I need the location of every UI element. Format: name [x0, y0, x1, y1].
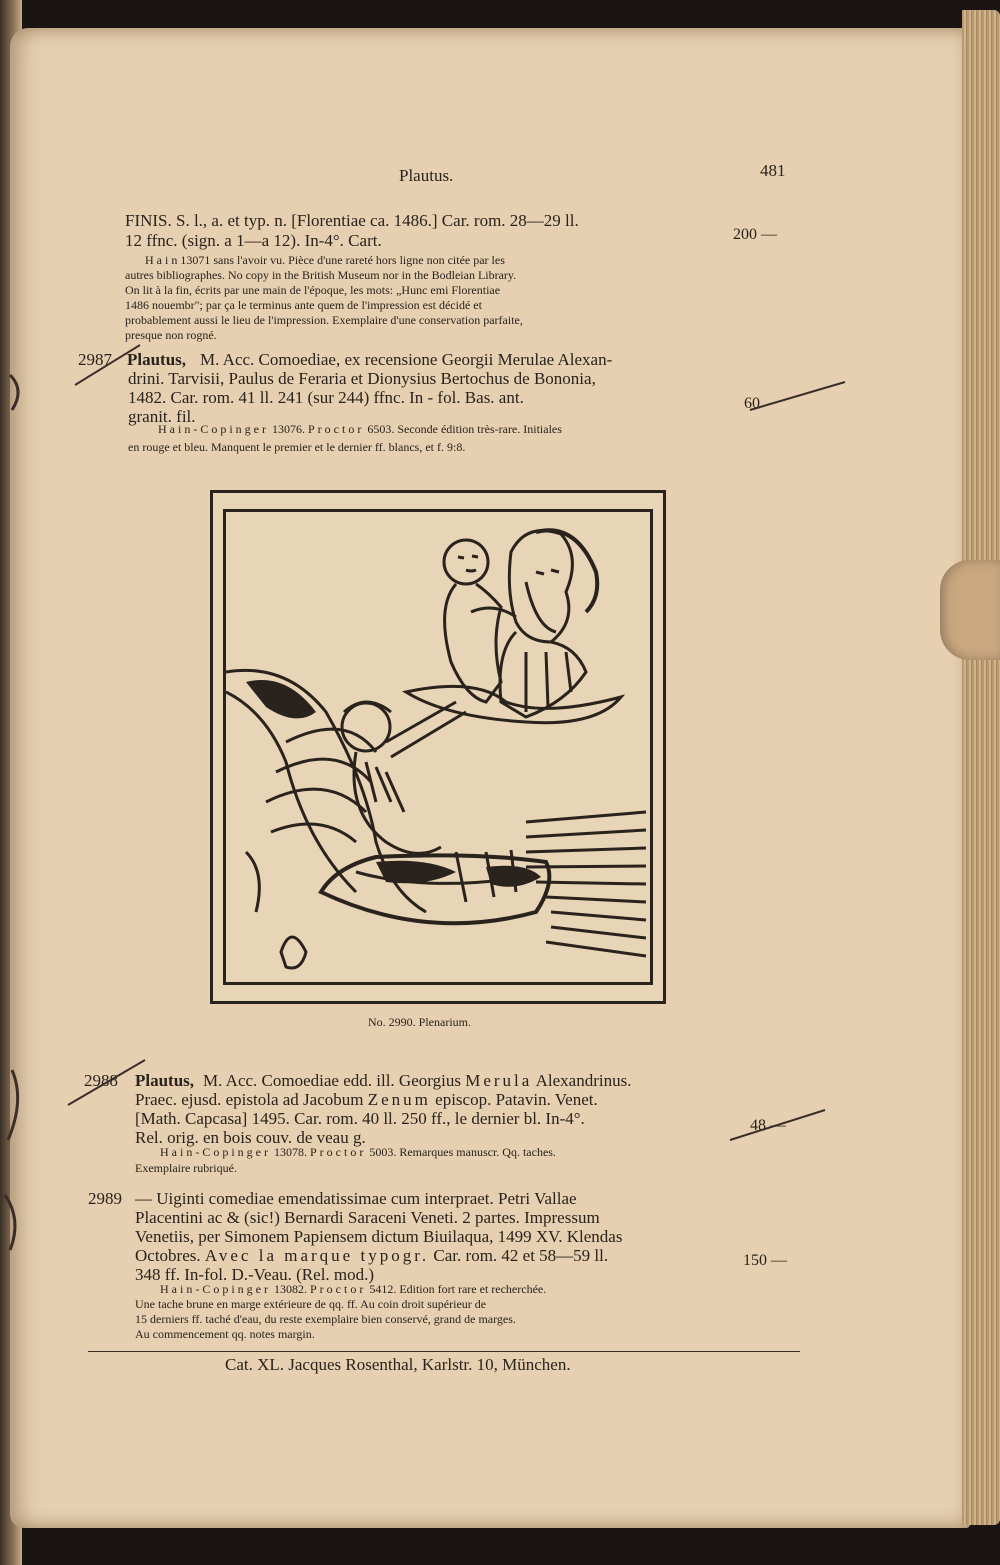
entry-text: episcop. Patavin. Venet.	[430, 1090, 598, 1109]
note-text: 13082.	[270, 1282, 310, 1296]
entry-spaced: Merula	[465, 1071, 533, 1090]
entry-number: 2988	[84, 1071, 118, 1090]
note-line: autres bibliographes. No copy in the British Museum nor in the Bodleian Library.	[125, 268, 517, 282]
entry-text: Praec. ejusd. epistola ad Jacobum	[135, 1090, 368, 1109]
figure-caption: No. 2990. Plenarium.	[368, 1015, 471, 1029]
entry-line: FINIS. S. l., a. et typ. n. [Florentiae ca. 1486.] Car. rom. 28—29 ll.	[125, 211, 579, 230]
entry-line: 348 ff. In-fol. D.-Veau. (Rel. mod.)	[135, 1265, 375, 1284]
entry-line: drini. Tarvisii, Paulus de Feraria et Dionysius Bertochus de Bononia,	[128, 369, 596, 388]
running-head: Plautus.	[399, 166, 454, 185]
entry-spaced: Zenum	[367, 1090, 431, 1109]
entry-author: Plautus,	[127, 350, 187, 369]
note-line: presque non rogné.	[125, 328, 217, 342]
entry-author: Plautus,	[135, 1071, 195, 1090]
entry-line: — Uiginti comediae emendatissimae cum interpraet. Petri Vallae	[135, 1189, 577, 1208]
price: 150 —	[743, 1252, 787, 1269]
strike-mark	[730, 1110, 825, 1140]
price: 60	[744, 395, 760, 412]
note-ref: Hain-Copinger	[158, 422, 269, 436]
price: 48 —	[750, 1117, 786, 1134]
note-text: 13078.	[270, 1145, 310, 1159]
strike-mark	[75, 345, 140, 385]
note-ref: Proctor	[307, 422, 365, 436]
entry-text: Octobres.	[135, 1246, 205, 1265]
page-number: 481	[760, 161, 786, 180]
entry-line: [Math. Capcasa] 1495. Car. rom. 40 ll. 250 ff., le dernier bl. In-4°.	[135, 1109, 585, 1128]
note-text: 6503. Seconde édition très-rare. Initiales	[364, 422, 562, 436]
note-ref: Hain-Copinger	[160, 1145, 271, 1159]
price: 200 —	[733, 226, 777, 243]
note-line: 15 derniers ff. taché d'eau, du reste exemplaire bien conservé, grand de marges.	[135, 1312, 516, 1326]
entry-line: Rel. orig. en bois couv. de veau g.	[135, 1128, 366, 1147]
entry-line: Placentini ac & (sic!) Bernardi Saraceni Veneti. 2 partes. Impressum	[135, 1208, 600, 1227]
note-text: 5412. Edition fort rare et recherchée.	[366, 1282, 547, 1296]
strike-mark	[68, 1060, 145, 1105]
entry-text: Car. rom. 42 et 58—59 ll.	[429, 1246, 609, 1265]
strike-mark	[750, 382, 845, 410]
note-line: On lit à la fin, écrits par une main de l'époque, les mots: „Hunc emi Florentiae	[125, 283, 501, 297]
note-line: 1486 nouembr"; par ça le terminus ante quem de l'impression est décidé et	[125, 298, 482, 312]
note-line: Exemplaire rubriqué.	[135, 1161, 237, 1175]
entry-text: M. Acc. Comoediae edd. ill. Georgius	[203, 1071, 466, 1090]
note-line: probablement aussi le lieu de l'impression. Exemplaire d'une conservation parfaite,	[125, 313, 523, 327]
entry-text: Alexandrinus.	[532, 1071, 632, 1090]
footer-imprint: Cat. XL. Jacques Rosenthal, Karlstr. 10, München.	[225, 1355, 571, 1374]
note-ref: Proctor	[309, 1282, 367, 1296]
entry-number: 2987	[78, 350, 112, 369]
entry-number: 2989	[88, 1189, 122, 1208]
entry-line: Venetiis, per Simonem Papiensem dictum Biuilaqua, 1499 XV. Klendas	[135, 1227, 623, 1246]
note-text: 5003. Remarques manuscr. Qq. taches.	[366, 1145, 556, 1159]
note-ref: Hain-Copinger	[160, 1282, 271, 1296]
note-ref: Proctor	[309, 1145, 367, 1159]
entry-line: 1482. Car. rom. 41 ll. 241 (sur 244) ffnc. In - fol. Bas. ant.	[128, 388, 524, 407]
note-line: H a i n 13071 sans l'avoir vu. Pièce d'une rareté hors ligne non citée par les	[145, 253, 505, 267]
entry-line: M. Acc. Comoediae, ex recensione Georgii Merulae Alexan-	[200, 350, 613, 369]
note-line: en rouge et bleu. Manquent le premier et le dernier ff. blancs, et f. 9:8.	[128, 440, 466, 454]
entry-spaced: Avec la marque typogr.	[204, 1246, 430, 1265]
note-text: 13076.	[268, 422, 308, 436]
note-line: Au commencement qq. notes margin.	[135, 1327, 315, 1341]
entry-line: granit. fil.	[128, 407, 196, 426]
entry-line: 12 ffnc. (sign. a 1—a 12). In-4°. Cart.	[125, 231, 382, 250]
note-line: Une tache brune en marge extérieure de qq. ff. Au coin droit supérieur de	[135, 1297, 487, 1311]
